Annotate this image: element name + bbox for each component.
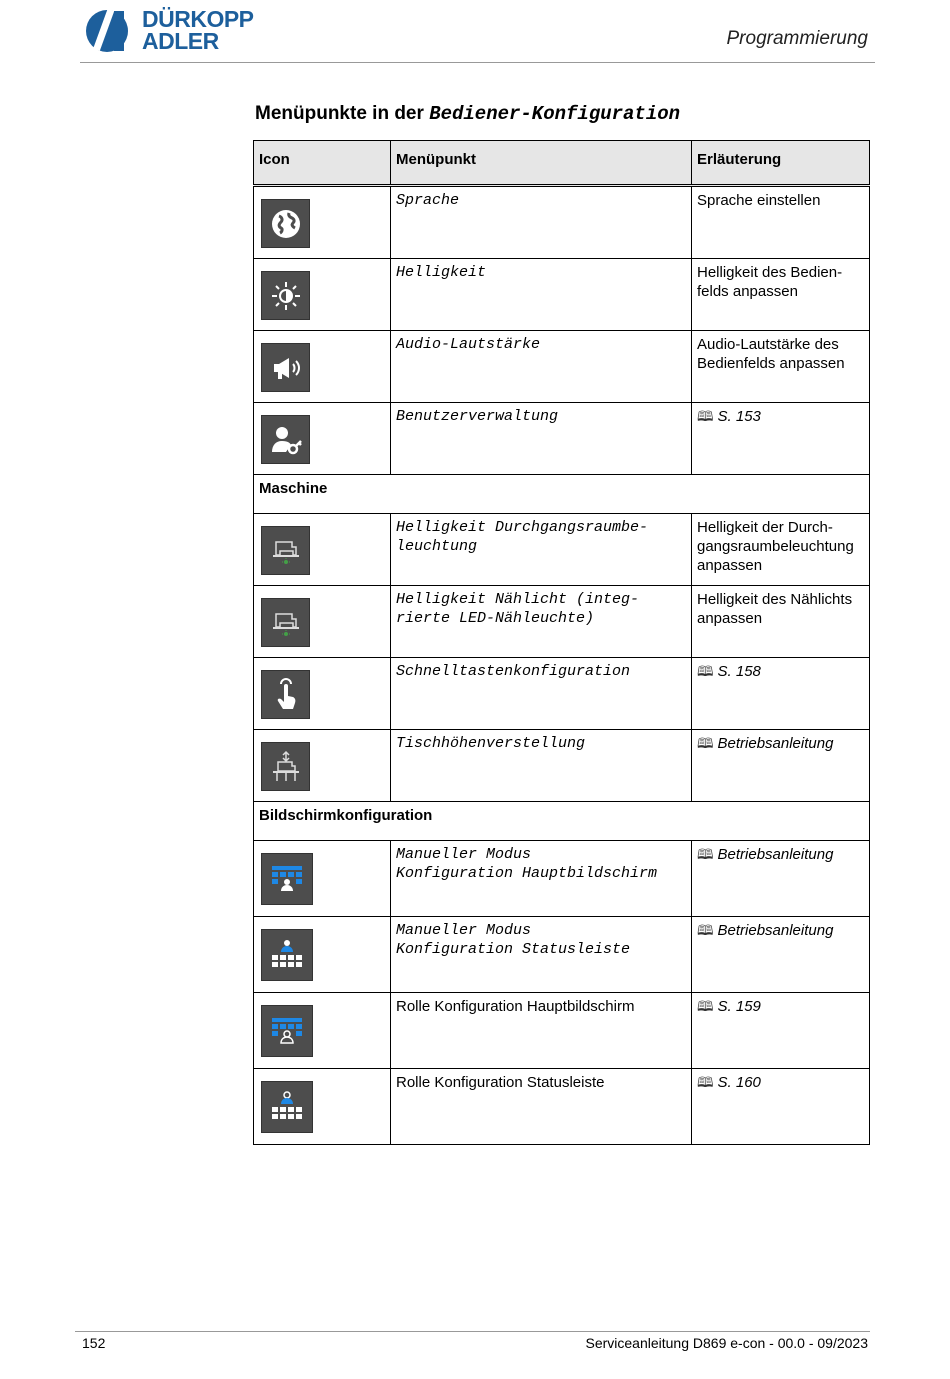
menu-item-label: Schnelltastenkonfiguration [391, 658, 692, 730]
table-row [254, 993, 870, 1069]
page-reference[interactable]: 🕮 Betriebsanleitung [692, 917, 870, 993]
table-row [254, 186, 870, 259]
menu-item-desc: Audio-Lautstärke des Bedienfelds anpassen [692, 331, 870, 403]
page-reference[interactable]: 🕮 S. 160 [692, 1069, 870, 1145]
page-reference[interactable]: 🕮 Betriebsanleitung [692, 841, 870, 917]
role-main-icon [261, 1005, 313, 1057]
book-icon: 🕮 [697, 846, 714, 862]
user-key-icon [261, 415, 310, 464]
col-header-desc: Erläuterung [692, 141, 870, 186]
menu-item-desc: Sprache einstellen [692, 186, 870, 259]
section-label: Programmierung [726, 28, 868, 49]
logo-wordmark: DÜRKOPP ADLER [142, 6, 254, 54]
menu-item-desc: Helligkeit des Nählichts anpassen [692, 586, 870, 658]
table-row [254, 514, 870, 586]
page-title: Menüpunkte in der Bediener-Konfiguration [255, 103, 681, 125]
col-header-icon: Icon [254, 141, 391, 186]
table-row [254, 586, 870, 658]
machine-light-icon [261, 598, 310, 647]
book-icon: 🕮 [697, 663, 714, 679]
table-row [254, 917, 870, 993]
page-reference[interactable]: 🕮 Betriebsanleitung [692, 730, 870, 802]
screen-status-icon [261, 929, 313, 981]
menu-item-label: Helligkeit Durchgangsraumbe- leuchtung [391, 514, 692, 586]
group-row-screen: Bildschirmkonfiguration [254, 802, 870, 841]
table-row [254, 259, 870, 331]
menu-item-label: Manueller Modus Konfiguration Statusleiste [391, 917, 692, 993]
menu-item-label: Helligkeit Nählicht (integ- rierte LED-Nähleuchte) [391, 586, 692, 658]
table-row [254, 841, 870, 917]
globe-icon [261, 199, 310, 248]
table-row [254, 403, 870, 475]
table-row [254, 658, 870, 730]
role-status-icon [261, 1081, 313, 1133]
header-divider [80, 62, 875, 63]
menu-table [253, 140, 870, 1145]
menu-item-label: Helligkeit [391, 259, 692, 331]
screen-main-icon [261, 853, 313, 905]
table-header-row [254, 141, 870, 186]
table-height-icon [261, 742, 310, 791]
menu-item-label: Rolle Konfiguration Statusleiste [391, 1069, 692, 1145]
logo [80, 8, 270, 54]
book-icon: 🕮 [697, 408, 714, 424]
menu-item-label: Rolle Konfiguration Hauptbildschirm [391, 993, 692, 1069]
page-number: 152 [82, 1335, 106, 1351]
table-row [254, 331, 870, 403]
touch-icon [261, 670, 310, 719]
book-icon: 🕮 [697, 922, 714, 938]
menu-item-label: Audio-Lautstärke [391, 331, 692, 403]
menu-item-label: Benutzerverwaltung [391, 403, 692, 475]
table-row [254, 1069, 870, 1145]
page-reference[interactable]: 🕮 S. 159 [692, 993, 870, 1069]
menu-item-desc: Helligkeit der Durch- gangsraumbeleuchtung anpassen [692, 514, 870, 586]
menu-item-desc: Helligkeit des Bedien- felds anpassen [692, 259, 870, 331]
brightness-icon [261, 271, 310, 320]
footer-divider [75, 1331, 870, 1332]
menu-item-label: Tischhöhenverstellung [391, 730, 692, 802]
group-row-machine: Maschine [254, 475, 870, 514]
book-icon: 🕮 [697, 998, 714, 1014]
machine-light-icon [261, 526, 310, 575]
book-icon: 🕮 [697, 735, 714, 751]
logo-mark-icon [80, 8, 138, 54]
document-id: Serviceanleitung D869 e-con - 00.0 - 09/2023 [585, 1335, 868, 1351]
menu-item-label: Manueller Modus Konfiguration Hauptbildschirm [391, 841, 692, 917]
speaker-icon [261, 343, 310, 392]
page-reference[interactable]: 🕮 S. 153 [692, 403, 870, 475]
book-icon: 🕮 [697, 1074, 714, 1090]
table-row [254, 730, 870, 802]
col-header-item: Menüpunkt [391, 141, 692, 186]
page-reference[interactable]: 🕮 S. 158 [692, 658, 870, 730]
menu-item-label: Sprache [391, 186, 692, 259]
